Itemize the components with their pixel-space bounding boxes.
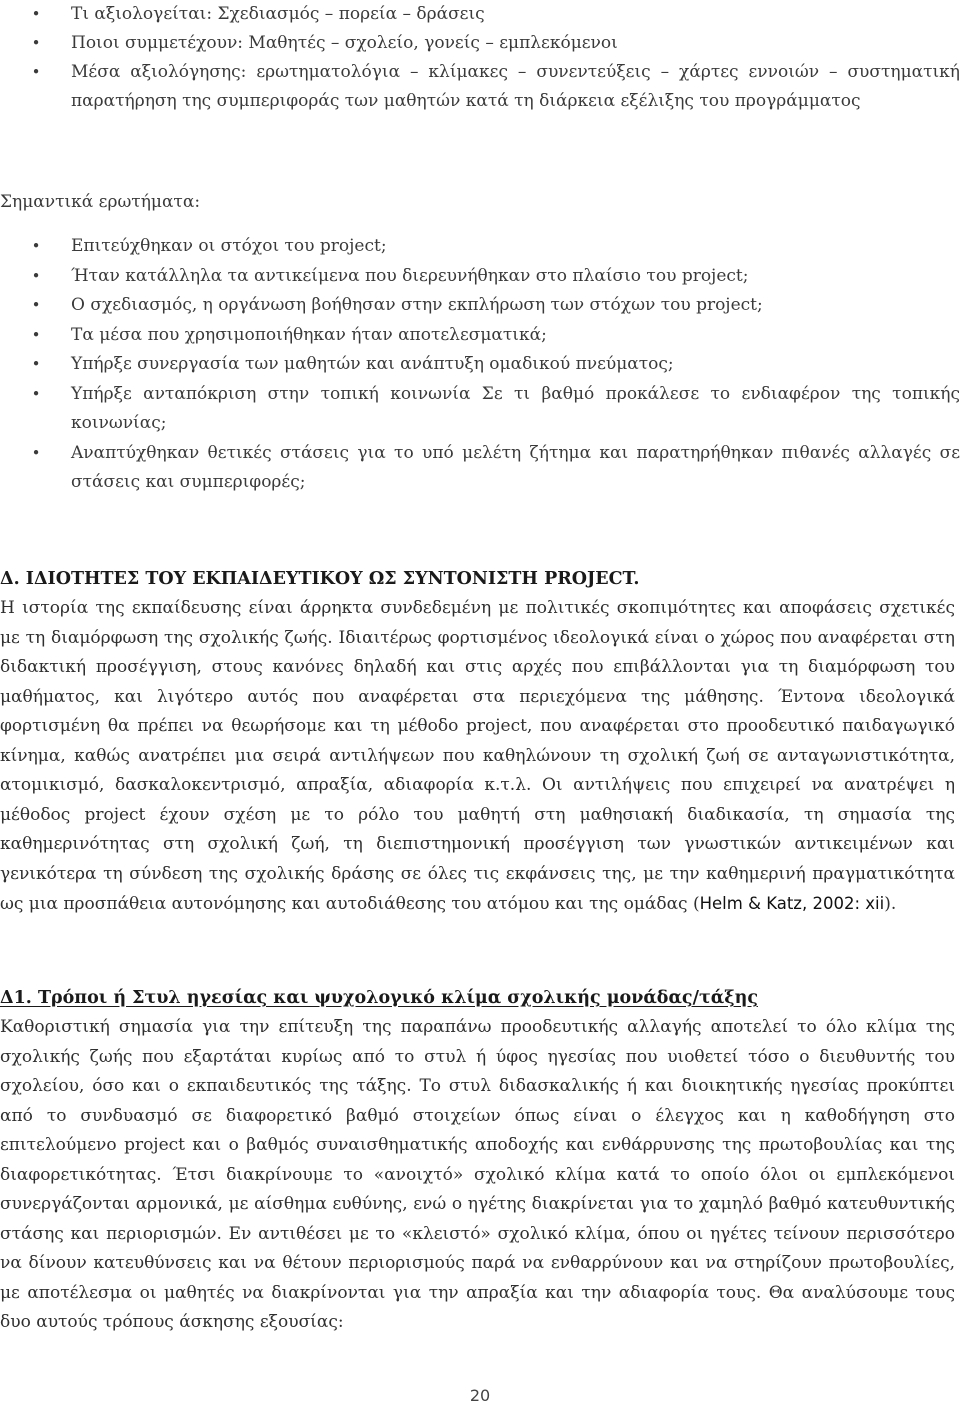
- list-item-text: Τι αξιολογείται: Σχεδιασμός – πορεία – δράσεις: [71, 4, 485, 24]
- list-item: [0, 262, 960, 292]
- bullet-icon: •: [31, 63, 41, 81]
- list-item: [0, 29, 960, 58]
- questions-list: [0, 232, 960, 498]
- evaluation-list: [0, 0, 960, 116]
- list-item: [0, 291, 960, 321]
- list-item: [0, 58, 960, 116]
- list-item: [0, 232, 960, 262]
- page-number: 20: [469, 1386, 491, 1405]
- questions-section: [0, 232, 960, 498]
- section-d1: [0, 984, 955, 1338]
- list-item-text: Αναπτύχθηκαν θετικές στάσεις για το υπό μελέτη ζήτημα και παρατηρήθηκαν πιθανές αλλαγές σε στάσεις και συμπεριφορές;: [71, 442, 960, 492]
- section-heading: Δ. ΙΔΙΟΤΗΤΕΣ ΤΟΥ ΕΚΠΑΙΔΕΥΤΙΚΟΥ ΩΣ ΣΥΝΤΟΝΙΣΤΗ PROJECT.: [0, 569, 640, 589]
- paragraph-end: ).: [884, 894, 897, 914]
- list-item-text: Επιτεύχθηκαν οι στόχοι του project;: [71, 236, 387, 256]
- bullet-icon: •: [31, 384, 41, 403]
- evaluation-section: [0, 0, 960, 116]
- bullet-icon: •: [31, 325, 41, 344]
- bullet-icon: •: [31, 237, 41, 255]
- list-item: [0, 321, 960, 351]
- list-item: [0, 0, 960, 29]
- list-item: [0, 380, 960, 439]
- bullet-icon: •: [31, 5, 41, 23]
- section-paragraph: [0, 594, 955, 920]
- bullet-icon: •: [31, 355, 41, 373]
- list-item: [0, 350, 960, 380]
- list-item-text: Υπήρξε συνεργασία των μαθητών και ανάπτυξη ομαδικού πνεύματος;: [71, 354, 674, 374]
- bullet-icon: •: [31, 443, 41, 462]
- section-heading: Δ1. Τρόποι ή Στυλ ηγεσίας και ψυχολογικό κλίμα σχολικής μονάδας/τάξης: [0, 988, 758, 1008]
- paragraph-text: Η ιστορία της εκπαίδευσης είναι άρρηκτα συνδεδεμένη με πολιτικές σκοπιμότητες και αποφάσεις σχετικές με τη διαμόρφωση της σχολικής ζωής. Ιδιαιτέρως φορτισμένος ιδεολογικά είναι ο χώρος που αναφέρεται στη διδακτική προσέγγιση, στους κανόνες δηλαδή και στις αρχές που επιβάλλονται για τη διαμόρφωση του μαθήματος, και λιγότερο αυτός που αναφέρεται στα περιεχόμενα της μάθησης. Έντονα ιδεολογικά φορτισμένη θα πρέπει να θεωρήσομε και τη μέθοδο project, που αναφέρεται στο προοδευτικό παιδαγωγικό κίνημα, καθώς ανατρέπει μια σειρά αντιλήψεων που καθηλώνουν τη σχολική ζωή σε ανταγωνιστικότητα, ατομικισμό, δασκαλοκεντρισμό, απραξία, αδιαφορία κ.τ.λ. Οι αντιλήψεις που επιχειρεί να ανατρέψει η μέθοδος project έχουν σχέση με το ρόλο του μαθητή στη μαθησιακή διαδικασία, τη σημασία της καθημερινότητας στη σχολική ζωή, τη διεπιστημονική προσέγγιση των γνωστικών αντικειμένων και γενικότερα τη σύνδεση της σχολικής δράσης σε όλες τις εκφάνσεις της, με την καθημερινή πραγματικότητα ως μια προσπάθεια αυτονόμησης και αυτοδιάθεσης του ατόμου και της ομάδας (: [0, 598, 955, 914]
- bullet-icon: •: [31, 34, 41, 52]
- list-item-text: Ήταν κατάλληλα τα αντικείμενα που διερευνήθηκαν στο πλαίσιο του project;: [71, 265, 749, 286]
- list-item-text: Ποιοι συμμετέχουν: Μαθητές – σχολείο, γονείς – εμπλεκόμενοι: [71, 33, 618, 53]
- citation: Helm & Katz, 2002: xii: [699, 894, 885, 913]
- bullet-icon: •: [31, 296, 41, 314]
- section-paragraph: Καθοριστική σημασία για την επίτευξη της παραπάνω προοδευτικής αλλαγής αποτελεί το όλο κλίμα της σχολικής ζωής που εξαρτάται κυρίως από το στυλ ή ύφος ηγεσίας που υιοθετεί τόσο ο διευθυντής του σχολείου, όσο και ο εκπαιδευτικός της τάξης. Το στυλ διδασκαλικής ή και διοικητικής ηγεσίας προκύπτει από το συνδυασμό σε διαφορετικό βαθμό στοιχείων όπως είναι ο έλεγχος και η καθοδήγηση στο επιτελούμενο project και ο βαθμός συναισθηματικής αποδοχής και ενθάρρυνσης της πρωτοβουλίας και της διαφορετικότητας. Έτσι διακρίνουμε το «ανοιχτό» σχολικό κλίμα κατά το οποίο όλοι οι εμπλεκόμενοι συνεργάζονται αρμονικά, με αίσθημα ευθύνης, ενώ ο ηγέτης διακρίνεται για το χαμηλό βαθμό κατευθυντικής στάσης και περιορισμών. Εν αντιθέσει με το «κλειστό» σχολικό κλίμα, όπου οι ηγέτες τείνουν περισσότερο να δίνουν κατευθύνσεις και να θέτουν περιορισμούς παρά να ενθαρρύνουν και να στηρίζουν πρωτοβουλίες, με αποτέλεσμα οι μαθητές να διακρίνονται για την απραξία και την αδιαφορία τους. Θα αναλύσουμε τους δυο αυτούς τρόπους άσκησης εξουσίας:: [0, 1017, 955, 1332]
- section-d: [0, 565, 955, 920]
- list-item-text: Μέσα αξιολόγησης: ερωτηματολόγια – κλίμακες – συνεντεύξεις – χάρτες εννοιών – συστηματική παρατήρηση της συμπεριφοράς των μαθητών κατά τη διάρκεια εξέλιξης του προγράμματος: [71, 62, 960, 111]
- list-item: [0, 439, 960, 498]
- bullet-icon: •: [31, 266, 41, 285]
- list-item-text: Τα μέσα που χρησιμοποιήθηκαν ήταν αποτελεσματικά;: [71, 324, 547, 345]
- important-questions-label: Σημαντικά ερωτήματα:: [0, 192, 201, 212]
- list-item-text: Ο σχεδιασμός, η οργάνωση βοήθησαν στην εκπλήρωση των στόχων του project;: [71, 295, 763, 315]
- list-item-text: Υπήρξε ανταπόκριση στην τοπική κοινωνία Σε τι βαθμό προκάλεσε το ενδιαφέρον της τοπικής κοινωνίας;: [71, 383, 960, 433]
